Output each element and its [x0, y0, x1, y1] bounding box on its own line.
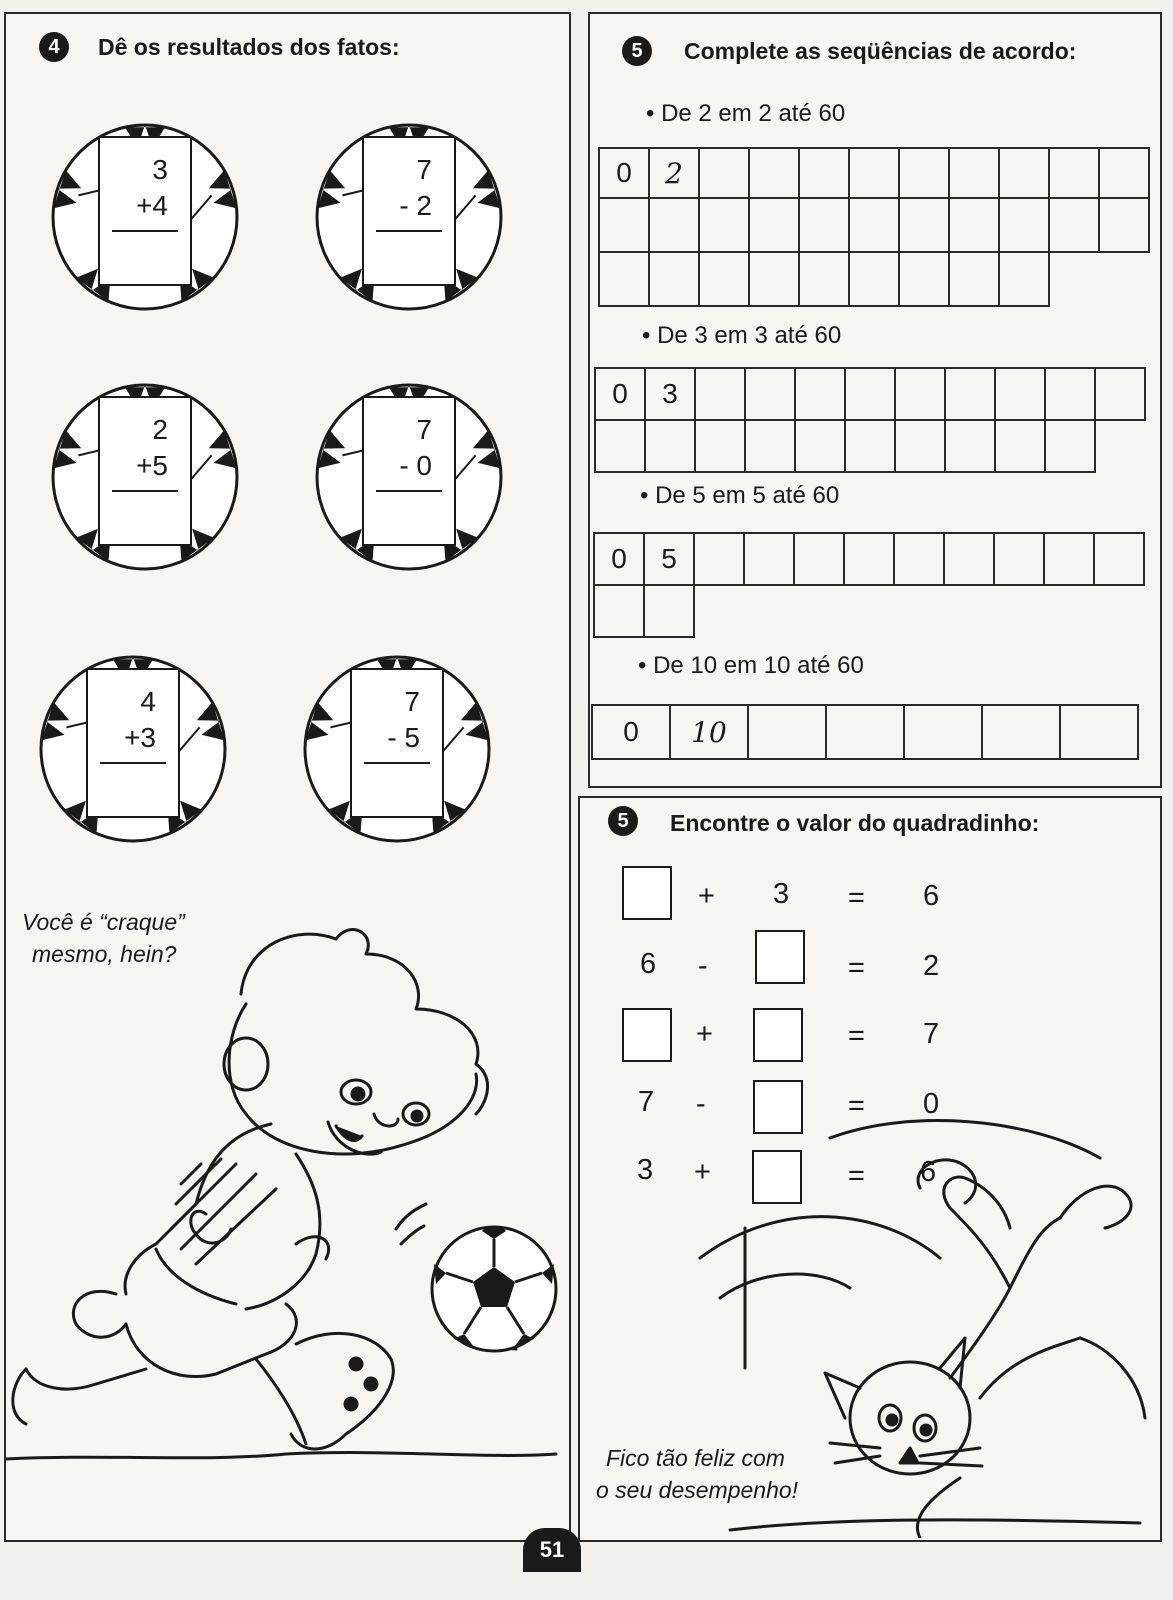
grid-cell[interactable] — [845, 368, 895, 420]
grid-cell[interactable]: 3 — [645, 368, 695, 420]
grid-cell[interactable] — [749, 148, 799, 198]
grid-cell[interactable] — [949, 148, 999, 198]
equation-result: 6 — [923, 880, 940, 912]
equation-operator: + — [696, 1018, 713, 1050]
grid-cell[interactable]: 0 — [592, 705, 670, 759]
grid-cell[interactable] — [744, 533, 794, 585]
grid-cell[interactable] — [849, 148, 899, 198]
fact-rule — [100, 762, 166, 764]
grid-blank — [994, 585, 1044, 637]
grid-cell[interactable] — [799, 148, 849, 198]
boy-speech-line-2: mesmo, hein? — [32, 941, 177, 967]
sequence-grid-3 — [594, 367, 1146, 473]
grid-blank — [794, 585, 844, 637]
fact-bottom: - 2 — [399, 190, 432, 221]
fact-rule — [376, 490, 442, 492]
grid-cell[interactable] — [699, 198, 749, 252]
grid-cell[interactable] — [995, 420, 1045, 472]
fact-card — [86, 668, 180, 818]
fact-card — [362, 396, 456, 546]
grid-cell[interactable] — [899, 198, 949, 252]
fact-card — [362, 136, 456, 286]
fact-card — [98, 396, 192, 546]
grid-cell[interactable]: 10 — [670, 705, 748, 759]
grid-cell[interactable] — [1049, 198, 1099, 252]
equation-operator: + — [698, 880, 715, 912]
boy-speech-line-1: Você é “craque” — [22, 909, 185, 935]
sequence-label-3: • De 3 em 3 até 60 — [642, 322, 842, 349]
section-4-number: 4 — [39, 32, 69, 62]
grid-cell[interactable] — [982, 705, 1060, 759]
grid-blank — [1095, 420, 1145, 472]
grid-cell[interactable] — [904, 705, 982, 759]
page-number: 51 — [523, 1528, 581, 1572]
equation-operator: - — [696, 1088, 706, 1120]
grid-blank — [844, 585, 894, 637]
sequence-label-10: • De 10 em 10 até 60 — [638, 652, 864, 679]
section-5b-title: Encontre o valor do quadradinho: — [670, 810, 1040, 836]
fact-bottom: +5 — [136, 450, 168, 481]
grid-cell[interactable] — [899, 148, 949, 198]
grid-cell[interactable] — [999, 148, 1049, 198]
grid-cell[interactable] — [949, 198, 999, 252]
grid-cell[interactable] — [599, 252, 649, 306]
grid-cell[interactable] — [745, 368, 795, 420]
grid-blank — [1099, 252, 1149, 306]
boy-playing-soccer-illustration — [6, 914, 566, 1474]
grid-cell[interactable] — [999, 198, 1049, 252]
grid-cell[interactable] — [745, 420, 795, 472]
grid-cell[interactable] — [949, 252, 999, 306]
equation-equals: = — [848, 1020, 865, 1052]
equation-equals: = — [848, 882, 865, 914]
sequence-grid-2 — [598, 147, 1150, 307]
fact-card — [98, 136, 192, 286]
answer-box[interactable] — [753, 1008, 803, 1062]
grid-cell[interactable] — [795, 420, 845, 472]
fact-rule — [376, 230, 442, 232]
grid-cell[interactable] — [794, 533, 844, 585]
grid-cell[interactable] — [1045, 420, 1095, 472]
grid-cell[interactable] — [799, 198, 849, 252]
grid-cell[interactable] — [594, 585, 644, 637]
equation-equals: = — [848, 1090, 865, 1122]
grid-cell[interactable] — [849, 252, 899, 306]
grid-cell[interactable] — [649, 252, 699, 306]
fact-bottom: - 5 — [387, 722, 420, 753]
grid-cell[interactable] — [599, 198, 649, 252]
fact-top: 7 — [416, 414, 432, 445]
equation-result: 0 — [923, 1088, 940, 1120]
grid-cell[interactable] — [749, 252, 799, 306]
cat-speech-line-1: Fico tão feliz com — [606, 1445, 785, 1471]
fact-ball-5 — [38, 654, 228, 844]
fact-top: 7 — [416, 154, 432, 185]
left-panel — [4, 12, 571, 1542]
grid-blank — [744, 585, 794, 637]
fact-top: 3 — [152, 154, 168, 185]
grid-cell[interactable] — [945, 368, 995, 420]
sequence-label-2: • De 2 em 2 até 60 — [646, 100, 846, 127]
grid-cell[interactable] — [1099, 198, 1149, 252]
grid-blank — [944, 585, 994, 637]
grid-cell[interactable] — [748, 705, 826, 759]
equation-operator: + — [694, 1156, 711, 1188]
grid-blank — [1094, 585, 1144, 637]
grid-cell[interactable] — [694, 533, 744, 585]
equation-operand: 3 — [637, 1154, 654, 1186]
equation-equals: = — [848, 1160, 865, 1192]
cat-kicking-illustration — [580, 1118, 1164, 1538]
fact-ball-1 — [50, 122, 240, 312]
grid-cell[interactable] — [749, 198, 799, 252]
grid-cell[interactable]: 0 — [595, 368, 645, 420]
grid-cell[interactable]: 0 — [599, 148, 649, 198]
grid-blank — [1049, 252, 1099, 306]
grid-cell[interactable] — [649, 198, 699, 252]
grid-cell[interactable] — [844, 533, 894, 585]
grid-cell[interactable] — [1099, 148, 1149, 198]
fact-bottom: +4 — [136, 190, 168, 221]
grid-cell[interactable]: 5 — [644, 533, 694, 585]
grid-cell[interactable] — [795, 368, 845, 420]
fact-top: 2 — [152, 414, 168, 445]
fact-rule — [364, 762, 430, 764]
grid-cell[interactable] — [849, 198, 899, 252]
fact-card — [350, 668, 444, 818]
grid-cell[interactable] — [895, 420, 945, 472]
answer-box[interactable] — [755, 930, 805, 984]
section-5a-title: Complete as seqüências de acordo: — [684, 38, 1077, 64]
section-4-title: Dê os resultados dos fatos: — [98, 34, 400, 60]
fact-ball-2 — [314, 122, 504, 312]
fact-ball-4 — [314, 382, 504, 572]
grid-cell[interactable] — [1095, 368, 1145, 420]
grid-cell[interactable] — [945, 420, 995, 472]
fact-bottom: +3 — [124, 722, 156, 753]
equation-operator: - — [698, 950, 708, 982]
grid-cell[interactable] — [1060, 705, 1138, 759]
sequence-grid-5 — [593, 532, 1145, 638]
answer-box[interactable] — [622, 1008, 672, 1062]
grid-cell[interactable] — [845, 420, 895, 472]
grid-cell[interactable] — [1045, 368, 1095, 420]
grid-cell[interactable] — [695, 368, 745, 420]
grid-cell[interactable]: 0 — [594, 533, 644, 585]
grid-cell[interactable] — [695, 420, 745, 472]
grid-cell[interactable] — [826, 705, 904, 759]
sequence-label-5: • De 5 em 5 até 60 — [640, 482, 840, 509]
grid-blank — [894, 585, 944, 637]
grid-cell[interactable] — [1094, 533, 1144, 585]
grid-cell[interactable] — [1044, 533, 1094, 585]
grid-cell[interactable] — [595, 420, 645, 472]
grid-cell[interactable] — [944, 533, 994, 585]
grid-cell[interactable]: 2 — [649, 148, 699, 198]
right-top-panel — [588, 12, 1162, 788]
grid-cell[interactable] — [1049, 148, 1099, 198]
sequence-grid-10 — [591, 704, 1139, 760]
equation-operand: 7 — [638, 1086, 655, 1118]
answer-box[interactable] — [622, 866, 672, 920]
grid-cell[interactable] — [799, 252, 849, 306]
fact-rule — [112, 490, 178, 492]
right-bottom-panel — [578, 796, 1162, 1542]
fact-top: 7 — [404, 686, 420, 717]
grid-cell[interactable] — [895, 368, 945, 420]
grid-cell[interactable] — [994, 533, 1044, 585]
grid-cell[interactable] — [645, 420, 695, 472]
fact-rule — [112, 230, 178, 232]
grid-cell[interactable] — [899, 252, 949, 306]
equation-equals: = — [848, 952, 865, 984]
equation-result: 6 — [920, 1156, 937, 1188]
equation-result: 7 — [923, 1018, 940, 1050]
cat-speech-line-2: o seu desempenho! — [596, 1477, 799, 1503]
grid-blank — [1044, 585, 1094, 637]
grid-cell[interactable] — [894, 533, 944, 585]
grid-blank — [694, 585, 744, 637]
grid-cell[interactable] — [999, 252, 1049, 306]
equation-operand: 6 — [640, 948, 657, 980]
equation-operand: 3 — [773, 878, 790, 910]
equation-result: 2 — [923, 950, 940, 982]
fact-ball-3 — [50, 382, 240, 572]
grid-cell[interactable] — [699, 148, 749, 198]
grid-cell[interactable] — [699, 252, 749, 306]
fact-ball-6 — [302, 654, 492, 844]
grid-cell[interactable] — [644, 585, 694, 637]
section-5a-number: 5 — [622, 36, 652, 66]
fact-bottom: - 0 — [399, 450, 432, 481]
section-5b-number: 5 — [608, 806, 638, 836]
fact-top: 4 — [140, 686, 156, 717]
grid-cell[interactable] — [995, 368, 1045, 420]
